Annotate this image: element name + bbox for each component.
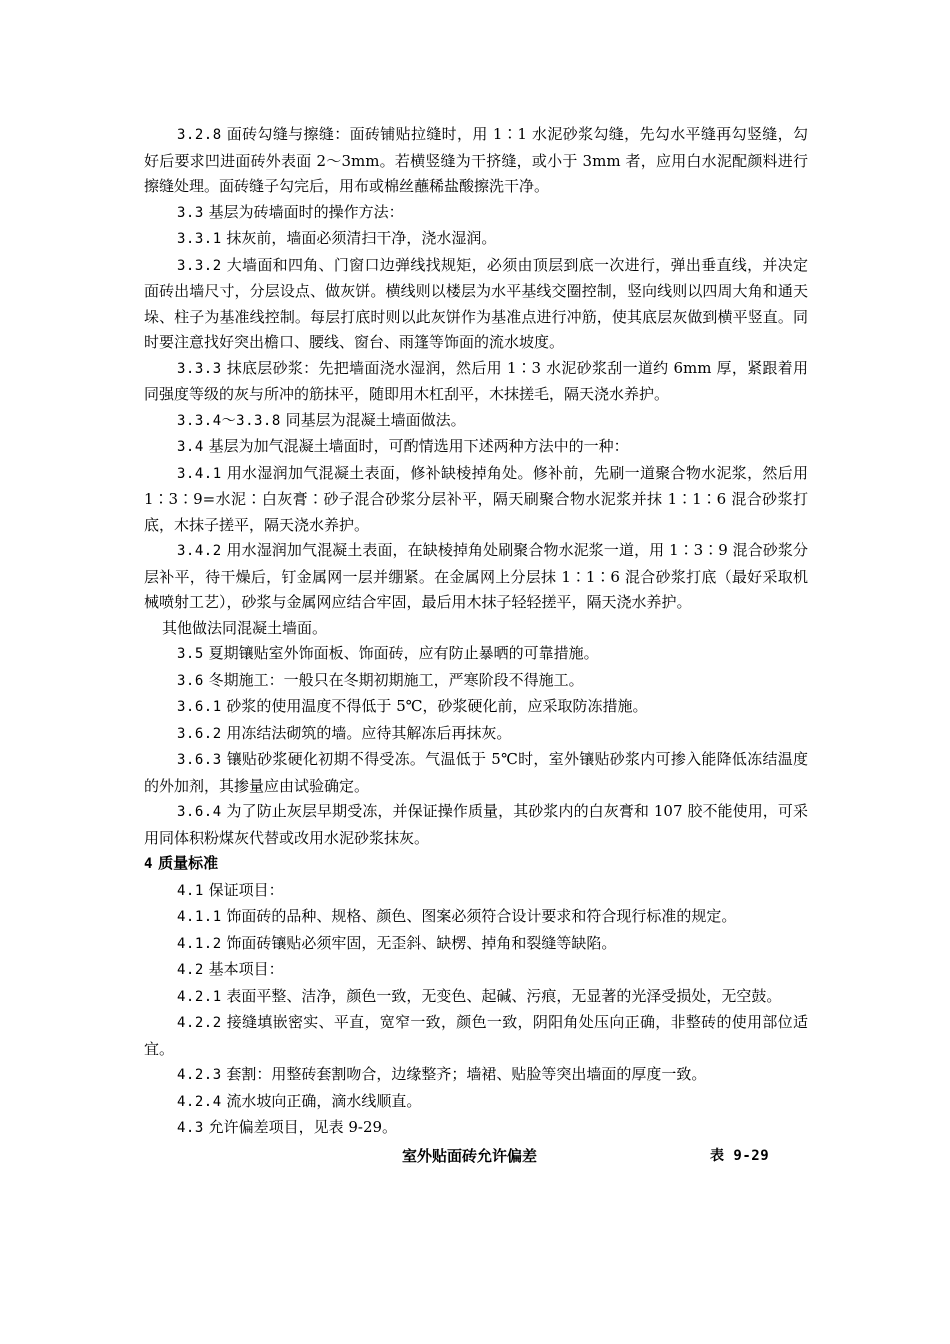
section-number: 3.3.2 [177, 257, 222, 274]
paragraph-3-4-1 [144, 461, 808, 539]
paragraph-4-2-4 [144, 1089, 808, 1116]
paragraph-3-6 [144, 668, 808, 695]
table-number: 表 9-29 [710, 1147, 770, 1164]
paragraph-text: 抹灰前，墙面必须清扫干净，浇水湿润。 [221, 229, 497, 247]
section-number: 3.5 [177, 646, 204, 662]
paragraph-text: 抹底层砂浆：先把墙面浇水湿润，然后用 1∶3 水泥砂浆刮一道约 6mm 厚，紧跟着用同强度等级的灰与所冲的筋抹平，随即用木杠刮平，木抹搓毛，隔天浇水养护。 [144, 358, 808, 403]
table-caption [144, 1144, 808, 1174]
paragraph-3-3-3 [144, 356, 808, 408]
paragraph-3-6-1 [144, 694, 808, 721]
paragraph-text: 流水坡向正确，滴水线顺直。 [221, 1091, 422, 1110]
section-number: 4.1 [177, 882, 204, 899]
section-number: 4.1.1 [177, 909, 222, 925]
paragraph-text: 饰面砖镶贴必须牢固，无歪斜、缺楞、掉角和裂缝等缺陷。 [221, 933, 617, 952]
paragraph-text: 饰面砖的品种、规格、颜色、图案必须符合设计要求和符合现行标准的规定。 [221, 907, 737, 925]
section-number: 4.2.4 [177, 1093, 222, 1110]
paragraph-4-1-2 [144, 931, 808, 958]
paragraph-3-3-1 [144, 226, 808, 253]
paragraph-text: 面砖勾缝与擦缝：面砖铺贴拉缝时，用 1∶1 水泥砂浆勾缝，先勾水平缝再勾竖缝，勾好后要求凹进面砖外表面 2～3mm。若横竖缝为干挤缝，或小于 3mm 者，应用白水泥配颜料进行擦缝处理。面砖缝子勾完后，用布或棉丝蘸稀盐酸擦洗干净。 [144, 125, 808, 195]
section-number: 3.3 [177, 204, 204, 221]
paragraph-3-3 [144, 200, 808, 227]
paragraph-3-6-2 [144, 721, 808, 748]
section-number: 3.2.8 [177, 127, 222, 143]
paragraph-text: 基本项目： [203, 960, 284, 978]
paragraph-text: 大墙面和四角、门窗口边弹线找规矩，必须由顶层到底一次进行，弹出垂直线，并决定面砖出墙尺寸，分层设点、做灰饼。横线则以楼层为水平基线交圈控制，竖向线则以四周大角和通天垛、柱子为基准线控制。每层打底时则以此灰饼作为基准点进行冲筋，使其底层灰做到横平竖直。同时要注意找好突出檐口、腰线、窗台、雨篷等饰面的流水坡度。 [144, 255, 808, 351]
paragraph-text: 为了防止灰层早期受冻，并保证操作质量，其砂浆内的白灰膏和 107 胶不能使用，可采用同体积粉煤灰代替或改用水泥砂浆抹灰。 [144, 802, 808, 847]
section-number: 3.4.2 [177, 543, 222, 559]
paragraph-text: 基层为砖墙面时的操作方法： [203, 202, 404, 221]
section-number: 3.6 [177, 672, 204, 689]
section-number: 3.4.1 [177, 465, 222, 482]
section-number: 3.6.1 [177, 699, 222, 715]
paragraph-4-2-2 [144, 1010, 808, 1062]
paragraph-3-3-4-to-3-3-8 [144, 408, 808, 435]
paragraph-3-6-3 [144, 747, 808, 799]
section-number: 3.6.2 [177, 725, 222, 742]
paragraph-text: 基层为加气混凝土墙面时，可酌情选用下述两种方法中的一种： [203, 437, 629, 455]
section-number: 4.2 [177, 962, 204, 978]
paragraph-other-methods [144, 616, 808, 642]
paragraph-3-4 [144, 434, 808, 461]
document-body [144, 122, 808, 1174]
section-number: 4.2.1 [177, 988, 222, 1005]
paragraph-3-5 [144, 641, 808, 668]
paragraph-text: 接缝填嵌密实、平直，宽窄一致，颜色一致，阴阳角处压向正确，非整砖的使用部位适宜。 [144, 1013, 808, 1058]
paragraph-3-6-4 [144, 799, 808, 851]
paragraph-text: 允许偏差项目，见表 9-29。 [203, 1118, 398, 1136]
heading-text: 质量标准 [152, 854, 219, 872]
section-number: 4.1.2 [177, 935, 222, 952]
paragraph-text: 砂浆的使用温度不得低于 5℃，砂浆硬化前，应采取防冻措施。 [221, 697, 648, 715]
section-number: 3.6.4 [177, 804, 222, 820]
paragraph-text: 保证项目： [203, 880, 284, 899]
section-number: 3.3.1 [177, 231, 222, 247]
paragraph-4-2 [144, 957, 808, 984]
paragraph-text: 用水湿润加气混凝土表面，修补缺棱掉角处。修补前，先刷一道聚合物水泥浆，然后用 1∶3∶9=水泥∶白灰膏∶砂子混合砂浆分层补平，隔天刷聚合物水泥浆并抹 1∶1∶6 混合砂浆打底，木抹子搓平，隔天浇水养护。 [144, 463, 808, 534]
section-number: 4.2.3 [177, 1067, 222, 1083]
paragraph-text: 用冻结法砌筑的墙。应待其解冻后再抹灰。 [221, 723, 512, 742]
paragraph-4-3 [144, 1115, 808, 1142]
paragraph-text: 冬期施工：一般只在冬期初期施工，严寒阶段不得施工。 [203, 670, 584, 689]
section-number: 3.6.3 [177, 752, 222, 768]
paragraph-3-3-2 [144, 253, 808, 356]
section-number: 3.3.3 [177, 360, 222, 377]
section-number: 4.2.2 [177, 1015, 222, 1031]
paragraph-4-2-3 [144, 1062, 808, 1089]
paragraph-text: 套割：用整砖套割吻合，边缘整齐；墙裙、贴脸等突出墙面的厚度一致。 [221, 1065, 707, 1083]
section-heading-quality-standard [144, 851, 808, 878]
paragraph-text: 表面平整、洁净，颜色一致，无变色、起碱、污痕，无显著的光泽受损处，无空鼓。 [221, 986, 782, 1005]
paragraph-text: 镶贴砂浆硬化初期不得受冻。气温低于 5℃时，室外镶贴砂浆内可掺入能降低冻结温度的外加剂，其掺量应由试验确定。 [144, 750, 808, 795]
section-number: 3.3.4～3.3.8 [177, 412, 281, 429]
paragraph-text: 夏期镶贴室外饰面板、饰面砖，应有防止暴晒的可靠措施。 [203, 644, 599, 662]
paragraph-3-4-2 [144, 538, 808, 616]
section-number: 3.4 [177, 439, 204, 455]
paragraph-4-2-1 [144, 984, 808, 1011]
paragraph-3-2-8 [144, 122, 808, 200]
table-title: 室外贴面砖允许偏差 [402, 1146, 538, 1165]
paragraph-text: 同基层为混凝土墙面做法。 [280, 410, 466, 429]
paragraph-text: 其他做法同混凝土墙面。 [162, 618, 328, 637]
section-number: 4 [144, 856, 153, 872]
section-number: 4.3 [177, 1120, 204, 1136]
paragraph-4-1-1 [144, 904, 808, 931]
paragraph-4-1 [144, 878, 808, 905]
paragraph-text: 用水湿润加气混凝土表面，在缺棱掉角处刷聚合物水泥浆一道，用 1∶3∶9 混合砂浆分层补平，待干燥后，钉金属网一层并绷紧。在金属网上分层抹 1∶1∶6 混合砂浆打底（最好采取机械喷射工艺），砂浆与金属网应结合牢固，最后用木抹子轻轻搓平，隔天浇水养护。 [144, 541, 808, 611]
